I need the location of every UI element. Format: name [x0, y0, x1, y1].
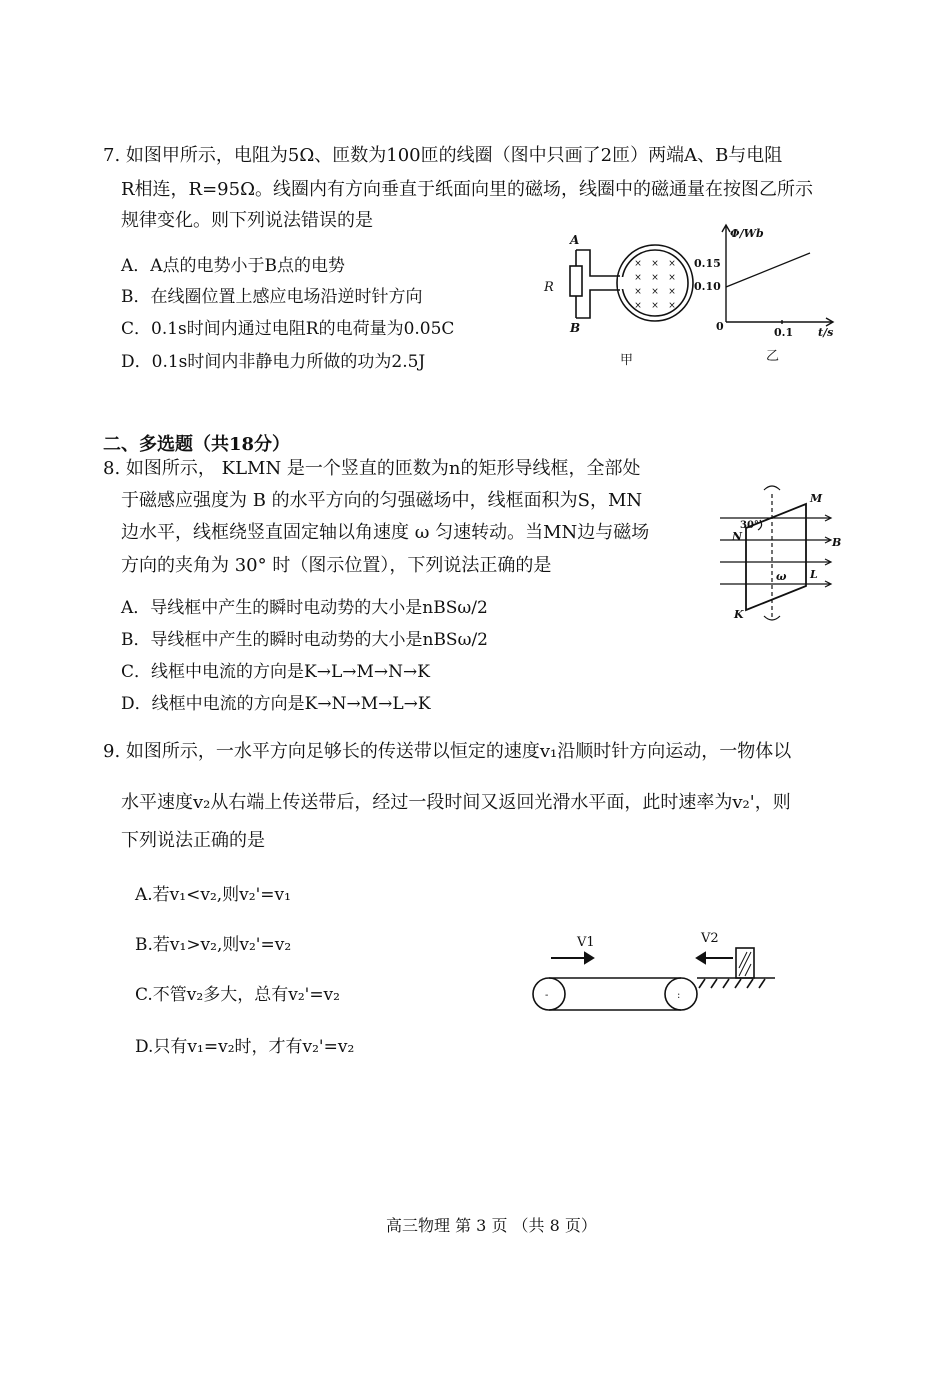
- svg-text:-: -: [545, 990, 549, 1001]
- svg-text:×: ×: [634, 301, 642, 311]
- q9-option-d: D.只有v₁=v₂时，才有v₂'=v₂: [135, 1037, 355, 1057]
- label-m: M: [810, 492, 823, 505]
- label-b: B: [570, 321, 581, 335]
- q9-figure: [525, 928, 785, 1018]
- section-title: 二、多选题（共18分）: [103, 434, 291, 455]
- caption-yi: 乙: [766, 349, 780, 364]
- svg-text:×: ×: [651, 273, 659, 283]
- q8-option-a: A．导线框中产生的瞬时电动势的大小是nBSω/2: [121, 598, 488, 618]
- q9-option-b: B.若v₁>v₂,则v₂'=v₂: [135, 935, 292, 955]
- q9-option-c: C.不管v₂多大，总有v₂'=v₂: [135, 985, 340, 1005]
- q9-stem-line1: 9. 如图所示，一水平方向足够长的传送带以恒定的速度v₁沿顺时针方向运动，一物体以: [103, 741, 792, 762]
- label-k: K: [734, 608, 744, 621]
- q8-figure: [712, 478, 852, 628]
- q7-option-b: B．在线圈位置上感应电场沿逆时针方向: [121, 287, 423, 307]
- right-roller: [665, 978, 697, 1010]
- flux-line: [726, 253, 810, 287]
- page-footer: 高三物理 第 3 页 （共 8 页）: [386, 1216, 597, 1235]
- svg-text:×: ×: [668, 273, 676, 283]
- q9-stem-line3: 下列说法正确的是: [121, 830, 265, 851]
- label-angle: 30°: [740, 520, 759, 531]
- svg-text:×: ×: [634, 273, 642, 283]
- q7-option-c: C．0.1s时间内通过电阻R的电荷量为0.05C: [121, 319, 455, 339]
- q8-stem-line3: 边水平，线框绕竖直固定轴以角速度 ω 匀速转动。当MN边与磁场: [121, 522, 650, 543]
- label-a: A: [570, 233, 580, 247]
- graph-tick-y1: 0.10: [694, 280, 721, 293]
- q7-option-d: D．0.1s时间内非静电力所做的功为2.5J: [121, 352, 426, 372]
- q7-stem-line1: 7. 如图甲所示，电阻为5Ω、匝数为100匝的线圈（图中只画了2匝）两端A、B与电阻: [103, 145, 783, 166]
- svg-text::: :: [677, 990, 681, 1001]
- q8-stem-line4: 方向的夹角为 30° 时（图示位置），下列说法正确的是: [121, 555, 552, 576]
- q7-option-a: A．A点的电势小于B点的电势: [121, 256, 346, 276]
- q8-option-c: C．线框中电流的方向是K→L→M→N→K: [121, 662, 430, 682]
- label-v1: V1: [577, 935, 595, 950]
- svg-text:×: ×: [668, 287, 676, 297]
- graph-tick-y2: 0.15: [694, 257, 721, 270]
- svg-text:×: ×: [651, 259, 659, 269]
- svg-text:×: ×: [651, 301, 659, 311]
- q7-figure-yi: [690, 220, 870, 370]
- q7-stem-line3: 规律变化。则下列说法错误的是: [121, 210, 373, 231]
- q8-option-d: D．线框中电流的方向是K→N→M→L→K: [121, 694, 431, 714]
- label-v2: V2: [701, 931, 719, 946]
- svg-text:×: ×: [634, 259, 642, 269]
- left-roller: [533, 978, 565, 1010]
- q9-option-a: A.若v₁<v₂,则v₂'=v₁: [135, 885, 291, 905]
- label-l: L: [810, 568, 818, 581]
- svg-text:×: ×: [668, 301, 676, 311]
- graph-tick-x1: 0.1: [774, 326, 794, 339]
- graph-origin: 0: [716, 320, 724, 333]
- q9-stem-line2: 水平速度v₂从右端上传送带后，经过一段时间又返回光滑水平面，此时速率为v₂'，则: [121, 792, 791, 813]
- q7-figure-jia: [530, 228, 710, 368]
- graph-ylabel: Φ/Wb: [730, 227, 764, 240]
- q7-stem-line2: R相连，R=95Ω。线圈内有方向垂直于纸面向里的磁场，线圈中的磁通量在按图乙所示: [121, 179, 814, 200]
- q8-option-b: B．导线框中产生的瞬时电动势的大小是nBSω/2: [121, 630, 488, 650]
- q8-stem-line1: 8. 如图所示， KLMN 是一个竖直的匝数为n的矩形导线框，全部处: [103, 458, 641, 479]
- svg-text:×: ×: [651, 287, 659, 297]
- svg-text:×: ×: [634, 287, 642, 297]
- svg-text:×: ×: [668, 259, 676, 269]
- graph-xlabel: t/s: [818, 326, 834, 339]
- q8-stem-line2: 于磁感应强度为 B 的水平方向的匀强磁场中，线框面积为S，MN: [121, 490, 643, 511]
- coil-gap: [618, 277, 626, 289]
- label-n: N: [732, 530, 743, 543]
- label-r: R: [544, 280, 554, 295]
- caption-jia: 甲: [620, 353, 634, 368]
- label-b-field: B: [832, 536, 842, 549]
- label-omega: ω: [776, 570, 787, 583]
